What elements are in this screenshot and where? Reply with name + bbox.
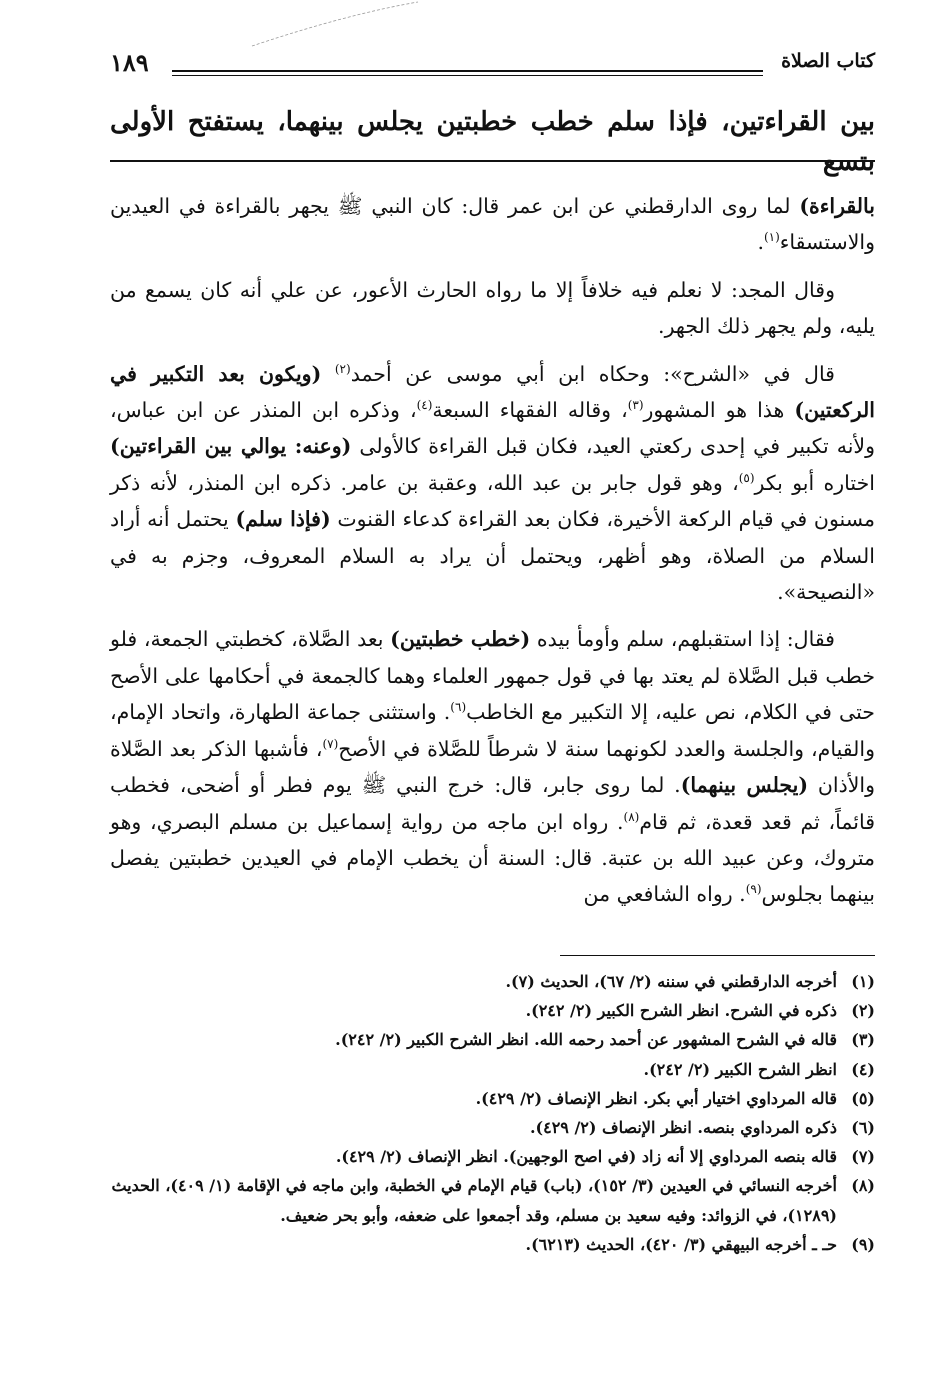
footnote-item xyxy=(110,1055,875,1084)
matn-quote: (ويكون بعد التكبير في الركعتين) xyxy=(110,361,875,423)
footnote-text: قاله في الشرح المشهور عن أحمد رحمه الله. انظر الشرح الكبير (٢/ ٢٤٢). xyxy=(335,1030,837,1050)
matn-quote: بالقراءة) xyxy=(799,194,875,218)
text-run: قال في «الشرح»: وحكاه ابن أبي موسى عن أحمد xyxy=(350,361,835,386)
footnote-number: (١) xyxy=(851,972,875,991)
book-title: كتاب الصلاة xyxy=(781,50,875,72)
text-run: . لما روى جابر، قال: خرج النبي ﷺ يوم فطر أو أضحى، فخطب قائماً، ثم قعد قعدة، ثم قام xyxy=(110,773,875,834)
footnote-ref: (٦) xyxy=(450,700,467,715)
footnote-text: أخرجه الدارقطني في سننه (٢/ ٦٧)، الحديث (٧). xyxy=(505,972,837,991)
footnote-item xyxy=(110,1025,875,1054)
footnote-text: أخرجه النسائي في العيدين (٣/ ١٥٢)، (باب) قيام الإمام في الخطبة، وابن ماجه في الإقامة (١/ ٤٠٩)، الحديث (١٢٨٩)، في الزوائد: وفيه سعيد بن مسلم، وقد أجمعوا على ضعفه، وأبو بحر ضعيف. xyxy=(111,1176,837,1225)
footnote-ref: (٤) xyxy=(416,398,433,413)
text-run: لما روى الدارقطني عن ابن عمر قال: كان النبي ﷺ يجهر بالقراءة في العيدين والاستسقاء xyxy=(110,194,875,255)
footnote-item xyxy=(110,996,875,1025)
text-run: ، وقاله الفقهاء السبعة xyxy=(432,398,628,423)
matn-quote: (خطب خطبتين) xyxy=(390,627,531,652)
paragraph-4 xyxy=(110,621,875,912)
text-run: ، فأشبها الذكر بعد الصَّلاة والأذان xyxy=(110,736,875,798)
text-run: فقال: إذا استقبلهم، سلم وأومأ بيده xyxy=(530,627,835,652)
footnote-ref: (٢) xyxy=(334,361,351,376)
footnote-number: (٦) xyxy=(851,1118,875,1138)
footnote-text: قاله المرداوي اختيار أبي بكر. انظر الإنصاف (٢/ ٤٢٩). xyxy=(475,1088,837,1108)
footnote-ref: (١) xyxy=(763,230,780,245)
footnote-item xyxy=(110,1113,875,1142)
footnote-text: قاله بنصه المرداوي إلا أنه زاد (في اصح الوجهين). انظر الإنصاف (٢/ ٤٢٩). xyxy=(335,1147,837,1167)
text-run: . xyxy=(757,230,764,255)
footnote-ref: (٩) xyxy=(745,882,762,897)
footnote-number: (٨) xyxy=(851,1176,875,1196)
matn-quote: (يجلس بينهما) xyxy=(680,773,809,798)
footnote-item xyxy=(110,1084,875,1113)
text-run: . رواه الشافعي من xyxy=(583,882,746,907)
footnote-item xyxy=(110,1230,875,1259)
footnotes xyxy=(110,967,875,1259)
footnote-item xyxy=(110,1142,875,1171)
matn-text: بين القراءتين، فإذا سلم خطب خطبتين يجلس بينهما، يستفتح الأولى بتسع xyxy=(110,107,875,177)
text-run: بعد الصَّلاة، كخطبتي الجمعة، فلو خطب قبل الصَّلاة لم يعتد بها في قول جمهور العلماء وهما كالجمعة في أحكامها على الأصح حتى في الكلام، نص عليه، إلا التكبير مع الخاطب xyxy=(110,627,875,725)
matn-quote: (وعنه: يوالي بين القراءتين) xyxy=(110,434,352,459)
paragraph-1 xyxy=(110,188,875,261)
text-run: هذا هو المشهور xyxy=(643,398,795,423)
footnote-ref: (٨) xyxy=(623,809,640,824)
footnote-text: ذكره في الشرح. انظر الشرح الكبير (٢/ ٢٤٢). xyxy=(525,1001,837,1021)
header-rule-thin xyxy=(172,75,763,76)
footnote-number: (٩) xyxy=(851,1234,875,1254)
margin-pencil-mark xyxy=(250,0,420,50)
text-run: ، وهو قول جابر بن عبد الله، وعقبة بن عامر. ذكره ابن المنذر، لأنه ذكر مسنون في قيام الركعة الأخيرة، فكان بعد القراءة كدعاء القنوت xyxy=(110,470,875,532)
footnote-number: (٢) xyxy=(851,1001,875,1021)
matn-quote: (فإذا سلم) xyxy=(235,507,331,532)
matn-separator xyxy=(110,160,875,162)
text-run: اختاره أبو بكر xyxy=(754,470,875,495)
footnote-number: (٧) xyxy=(851,1147,875,1167)
page-number: ١٨٩ xyxy=(110,48,149,77)
footnote-separator xyxy=(560,955,875,956)
footnote-ref: (٧) xyxy=(322,736,339,751)
footnote-number: (٥) xyxy=(851,1088,875,1108)
paragraph-2 xyxy=(110,272,875,345)
footnote-text: انظر الشرح الكبير (٢/ ٢٤٢). xyxy=(643,1059,837,1079)
commentary-body xyxy=(110,188,875,924)
footnote-text: ذكره المرداوي بنصه. انظر الإنصاف (٢/ ٤٢٩). xyxy=(529,1118,837,1138)
footnote-number: (٣) xyxy=(851,1030,875,1050)
footnote-ref: (٥) xyxy=(738,471,755,486)
text-run: يحتمل أنه أراد السلام من الصلاة، وهو أظهر، ويحتمل أن يراد به السلام المعروف، وجزم به في «النصيحة». xyxy=(110,507,875,605)
footnote-number: (٤) xyxy=(851,1059,875,1079)
footnote-item xyxy=(110,967,875,996)
paragraph-3 xyxy=(110,356,875,611)
text-run: . رواه ابن ماجه من رواية إسماعيل بن مسلم البصري، وهو متروك، وعن عبيد الله بن عتبة. قال: السنة أن يخطب الإمام في العيدين خطبتين يفصل بينهما بجلوس xyxy=(110,809,875,907)
text-run: . واستثنى جماعة الطهارة، واتحاد الإمام، والقيام، والجلسة والعدد لكونهما سنة لا شرطاً للصَّلاة في الأصح xyxy=(110,700,875,761)
footnote-ref: (٣) xyxy=(627,398,644,413)
footnote-item xyxy=(110,1171,875,1229)
header-rule xyxy=(172,70,763,72)
running-header xyxy=(110,48,875,82)
text-run xyxy=(321,362,335,386)
text-run: ، وذكره ابن المنذر عن ابن عباس، ولأنه تكبير في إحدى ركعتي العيد، فكان قبل القراءة كالأولى xyxy=(110,398,875,459)
footnote-text: حـ ـ أخرجه البيهقي (٣/ ٤٢٠)، الحديث (٦٢١٣). xyxy=(525,1234,837,1254)
text-run: وقال المجد: لا نعلم فيه خلافاً إلا ما رواه الحارث الأعور، عن علي أنه كان يسمع من يليه، ولم يجهر ذلك الجهر. xyxy=(110,277,875,339)
